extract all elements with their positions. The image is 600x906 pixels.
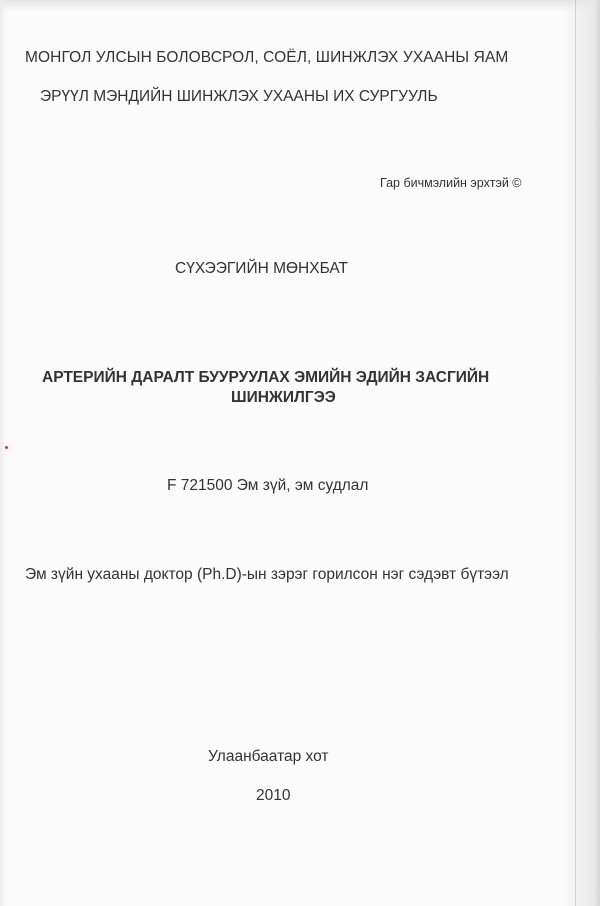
scan-shadow-top <box>0 0 600 12</box>
scan-edge-line <box>575 0 576 906</box>
specialty-code: F 721500 Эм зүй, эм судлал <box>167 477 369 494</box>
title-line-2: ШИНЖИЛГЭЭ <box>231 389 336 406</box>
dissertation-title <box>42 368 489 408</box>
ministry-heading: МОНГОЛ УЛСЫН БОЛОВСРОЛ, СОЁЛ, ШИНЖЛЭХ УХААНЫ ЯАМ <box>25 49 509 66</box>
author-name: СҮХЭЭГИЙН МӨНХБАТ <box>175 260 349 277</box>
copyright-note: Гар бичмэлийн эрхтэй © <box>380 176 522 190</box>
university-heading: ЭРҮҮЛ МЭНДИЙН ШИНЖЛЭХ УХААНЫ ИХ СУРГУУЛЬ <box>40 88 438 105</box>
scan-shadow-right <box>562 0 600 906</box>
year: 2010 <box>256 787 291 804</box>
degree-statement: Эм зүйн ухааны доктор (Ph.D)-ын зэрэг горилсон нэг сэдэвт бүтээл <box>25 566 509 583</box>
ink-speck <box>5 446 8 449</box>
title-line-1: АРТЕРИЙН ДАРАЛТ БУУРУУЛАХ ЭМИЙН ЭДИЙН ЗАСГИЙН <box>42 369 490 386</box>
scan-shadow-left <box>0 0 6 906</box>
city: Улаанбаатар хот <box>208 748 329 765</box>
